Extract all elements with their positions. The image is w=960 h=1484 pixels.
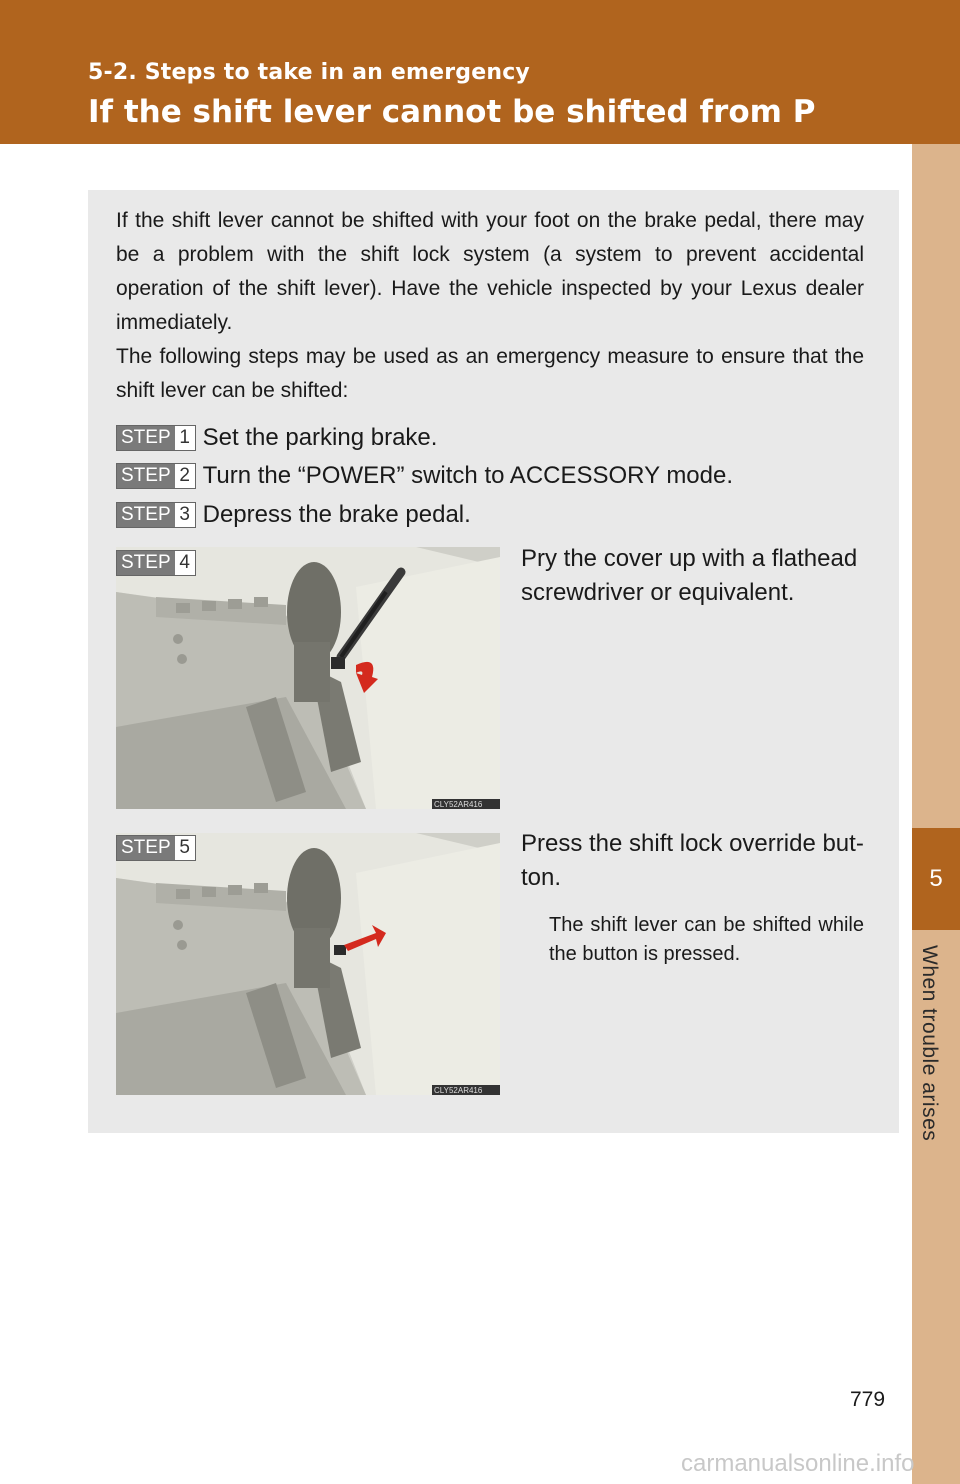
step-1 — [116, 423, 437, 453]
step-2 — [116, 461, 733, 491]
intro-text — [116, 204, 864, 408]
side-strip — [912, 144, 960, 1484]
step-badge: STEP 4 — [116, 550, 196, 576]
step-text: Turn the “POWER” switch to ACCESSORY mode. — [202, 462, 734, 489]
step-5-note: The shift lever can be shifted while the button is pressed. — [549, 914, 864, 965]
step-badge: STEP 5 — [116, 835, 196, 861]
intro-paragraph-1: If the shift lever cannot be shifted with your foot on the brake pedal, there may be a problem with the shift lock system (a system to prevent accidental operation of the shift lever). Have the vehicle inspected by your Lexus dealer immediately. — [116, 209, 864, 334]
intro-paragraph-2: The following steps may be used as an emergency measure to ensure that the shift lever can be shifted: — [116, 345, 864, 402]
chapter-tab-label: When trouble arises — [918, 945, 941, 1142]
step-4-illustration — [116, 547, 500, 809]
step-3 — [116, 500, 471, 530]
watermark: carmanualsonline.info — [681, 1450, 915, 1477]
step-text: Depress the brake pedal. — [202, 501, 471, 528]
step-badge: STEP 3 — [116, 502, 196, 528]
step-5-illustration — [116, 833, 500, 1095]
figure-code: CLY52AR416 — [434, 1086, 483, 1095]
step-badge: STEP 2 — [116, 463, 196, 489]
figure-code: CLY52AR416 — [434, 800, 483, 809]
page-title: If the shift lever cannot be shifted from P — [88, 94, 816, 130]
section-heading: 5-2. Steps to take in an emergency — [88, 60, 530, 85]
step-badge: STEP 1 — [116, 425, 196, 451]
step-4-text: Pry the cover up with a flathead screwdriver or equivalent. — [521, 545, 858, 606]
step-5-text: Press the shift lock override but-ton. — [521, 830, 864, 891]
chapter-tab[interactable]: 5 — [912, 828, 960, 930]
page-number: 779 — [850, 1388, 886, 1411]
step-text: Set the parking brake. — [202, 424, 438, 451]
